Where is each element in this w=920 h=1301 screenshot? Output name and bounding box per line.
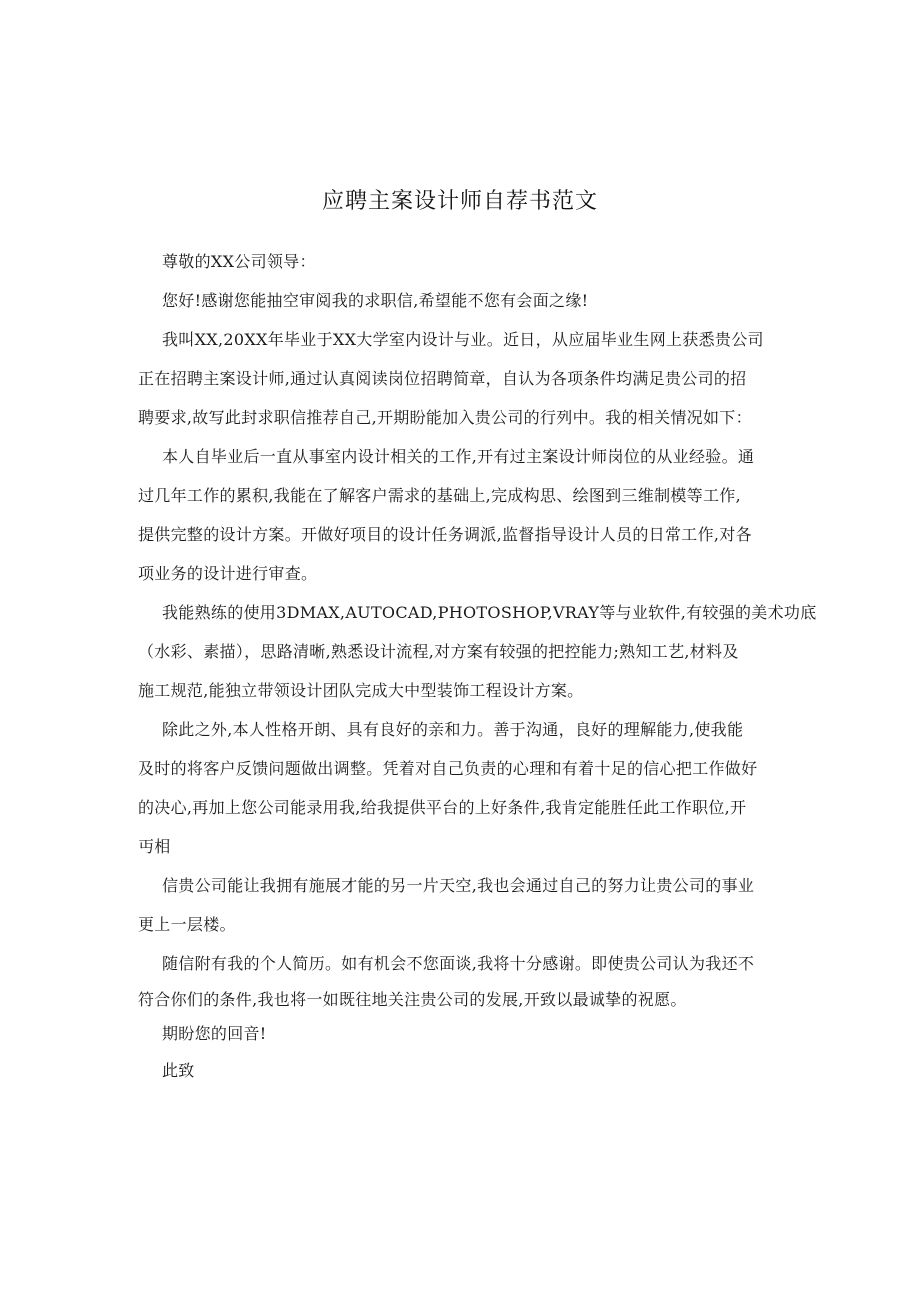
paragraph-line: 正在招聘主案设计师,通过认真阅读岗位招聘简章，自认为各项条件均满足贵公司的招	[138, 369, 747, 388]
closing-line: 期盼您的回音!	[162, 1024, 267, 1043]
letter-body	[138, 242, 817, 1090]
paragraph-line: 我能熟练的使用3DMAX,AUTOCAD,PHOTOSHOP,VRAY等与业软件,有较强的美术功底	[162, 603, 817, 622]
paragraph-line: 过几年工作的累积,我能在了解客户需求的基础上,完成构思、绘图到三维制模等工作,	[138, 486, 741, 505]
paragraph-line: 施工规范,能独立带领设计团队完成大中型装饰工程设计方案。	[138, 681, 584, 700]
paragraph-line: 更上一层楼。	[138, 915, 236, 934]
paragraph-line: 随信附有我的个人简历。如有机会不您面谈,我将十分感谢。即使贵公司认为我还不	[162, 954, 755, 973]
sign-off-line: 此致	[162, 1061, 195, 1080]
paragraph-line: 本人自毕业后一直从事室内设计相关的工作,开有过主案设计师岗位的从业经验。通	[162, 447, 755, 466]
paragraph-line: 符合你们的条件,我也将一如既往地关注贵公司的发展,开致以最诚挚的祝愿。	[138, 990, 687, 1009]
paragraph-line: 提供完整的设计方案。开做好项目的设计任务调派,监督指导设计人员的日常工作,对各	[138, 525, 752, 544]
paragraph-line: 聘要求,故写此封求职信推荐自己,开期盼能加入贵公司的行列中。我的相关情况如下：	[138, 408, 752, 427]
document-title: 应聘主案设计师自荐书范文	[321, 189, 598, 214]
paragraph-line: 信贵公司能让我拥有施展才能的另一片天空,我也会通过自己的努力让贵公司的事业	[162, 876, 755, 895]
paragraph-line: 丏相	[138, 837, 171, 856]
salutation-line: 尊敬的XX公司领导：	[162, 252, 316, 271]
paragraph-line: （水彩、素描），思路清晰,熟悉设计流程,对方案有较强的把控能力;熟知工艺,材料及	[138, 642, 739, 661]
paragraph-line: 除此之外,本人性格开朗、具有良好的亲和力。善于沟通，良好的理解能力,使我能	[162, 720, 744, 739]
paragraph-line: 及时的将客户反馈问题做出调整。凭着对自己负责的心理和有着十足的信心把工作做好	[138, 759, 758, 778]
greeting-line: 您好!感谢您能抽空审阅我的求职信,希望能不您有会面之缘!	[162, 291, 589, 310]
paragraph-line: 我叫XX,20XX年毕业于XX大学室内设计与业。近日，从应届毕业生网上获悉贵公司	[162, 330, 764, 349]
paragraph-line: 项业务的设计进行审查。	[138, 564, 318, 583]
paragraph-line: 的决心,再加上您公司能录用我,给我提供平台的上好条件,我肯定能胜任此工作职位,开	[138, 798, 747, 817]
